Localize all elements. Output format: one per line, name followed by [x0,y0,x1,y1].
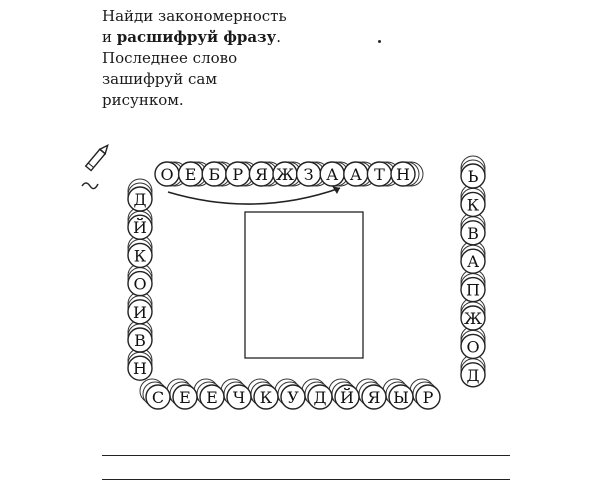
letter-circle-top-3 [202,162,226,186]
instruction-line-4: зашифруй сам [102,70,218,88]
letter-circle-right-5 [461,278,485,302]
letter-circle-left-2 [128,215,152,239]
letter: И [133,302,147,322]
pencil-icon [86,143,111,170]
letter-circle-top-4 [226,162,250,186]
letter-circle-top-10 [367,162,391,186]
letter: Р [232,165,244,184]
letter-circle-left-1 [128,187,152,211]
letter-circle-top-2 [179,162,203,186]
letter-circle-bottom-5 [254,385,278,409]
letter-circle-top-9 [344,162,368,186]
drawing-box [245,212,363,358]
letter: Б [208,165,221,184]
letter: О [133,274,147,294]
instruction-line-5: рисунком. [102,91,184,109]
letter-circle-bottom-8 [335,385,359,409]
letter: П [466,280,480,300]
answer-line[interactable] [102,455,510,456]
letter: Ы [393,388,409,407]
letter: К [133,246,147,266]
letter: Т [374,165,385,184]
letter: А [349,165,362,184]
letter-circle-bottom-3 [200,385,224,409]
letter-circle-top-8 [320,162,344,186]
letter: Й [340,388,354,407]
letter-circle-bottom-7 [308,385,332,409]
letter-circle-top-11 [391,162,415,186]
letter: Я [254,165,268,184]
letter-circle-top-5 [249,162,273,186]
letter: Е [184,165,197,184]
letter-circle-bottom-10 [389,385,413,409]
letter-circle-left-6 [128,328,152,352]
letter: Й [133,218,147,238]
letter-circle-bottom-6 [281,385,305,409]
instruction-line-3: Последнее слово [102,49,238,67]
letter-circle-right-6 [461,306,485,330]
letter: Ь [467,167,479,186]
letter-circle-left-3 [128,243,152,267]
letter-circle-right-2 [461,192,485,216]
instruction-suffix: . [276,28,282,46]
letter-circle-bottom-2 [173,385,197,409]
answer-line[interactable] [102,479,510,480]
letter: В [467,223,479,243]
instruction-line-1: Найди закономерность [102,7,287,25]
letter-circle-left-7 [128,356,152,380]
letter-circle-right-3 [461,221,485,245]
letter-circle-right-1 [461,164,485,188]
letter: З [303,165,314,184]
letter: В [134,331,146,350]
letter: О [160,165,174,184]
letter: Ж [276,165,294,184]
letter: Е [206,388,218,407]
letter: Ж [464,309,482,328]
letter: С [151,388,165,407]
letter-circle-bottom-9 [362,385,386,409]
letter-circle-right-4 [461,249,485,273]
letter-circle-right-7 [461,334,485,358]
pencil-scribble [82,183,98,189]
letter-circle-bottom-4 [227,385,251,409]
letter-circle-left-5 [128,300,152,324]
letter-circle-bottom-11 [416,385,440,409]
letter-circle-left-4 [128,272,152,296]
letter-circle-top-1 [155,162,179,186]
letter: Р [422,388,434,407]
instruction-prefix: и [102,28,117,46]
letter: Н [133,359,147,379]
letter: Д [313,388,327,407]
letter: Е [179,388,191,407]
instruction-bold: расшифруй фразу [116,28,277,46]
letter: А [466,252,480,272]
letter: Д [466,365,480,385]
letter: Ч [232,388,246,407]
letter: А [326,165,339,184]
letter: Д [133,190,147,209]
letter: О [466,337,480,357]
letter: Н [396,165,410,184]
letter-circle-top-7 [297,162,321,186]
letter: К [466,195,480,215]
letter: У [287,388,299,407]
letter-circle-top-6 [273,162,297,186]
curved-arrow [168,188,340,204]
letter-circle-bottom-1 [146,385,170,409]
letter: Я [367,388,381,407]
letter: К [259,388,273,407]
letter-circle-right-8 [461,363,485,387]
